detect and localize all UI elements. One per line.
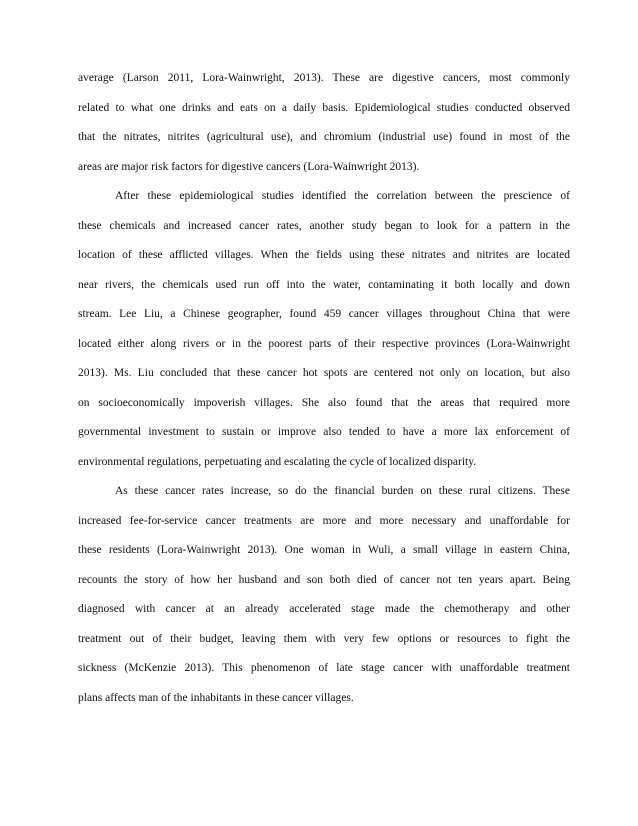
text-line: these chemicals and increased cancer rates, another study began to look for a pattern in the: [78, 219, 570, 232]
text-line: recounts the story of how her husband and son both died of cancer not ten years apart. Being: [78, 573, 570, 586]
text-line-paragraph-start: After these epidemiological studies identified the correlation between the prescience of: [115, 190, 570, 202]
text-line: location of these afflicted villages. When the fields using these nitrates and nitrites are located: [78, 249, 570, 261]
text-line-paragraph-start: As these cancer rates increase, so do the financial burden on these rural citizens. These: [115, 485, 570, 497]
text-line: treatment out of their budget, leaving them with very few options or resources to fight the: [78, 632, 570, 645]
text-line: governmental investment to sustain or improve also tended to have a more lax enforcement of: [78, 426, 570, 438]
text-line: 2013). Ms. Liu concluded that these cancer hot spots are centered not only on location, but also: [78, 367, 570, 379]
text-line: related to what one drinks and eats on a daily basis. Epidemiological studies conducted observed: [78, 101, 570, 114]
text-line: these residents (Lora-Wainwright 2013). One woman in Wuli, a small village in eastern China,: [78, 544, 570, 556]
text-line: average (Larson 2011, Lora-Wainwright, 2013). These are digestive cancers, most commonly: [78, 72, 570, 84]
text-line: increased fee-for-service cancer treatments are more and more necessary and unaffordable for: [78, 514, 570, 527]
text-line: near rivers, the chemicals used run off into the water, contaminating it both locally and down: [78, 278, 570, 291]
text-line: on socioeconomically impoverish villages. She also found that the areas that required more: [78, 396, 570, 409]
text-line: stream. Lee Liu, a Chinese geographer, found 459 cancer villages throughout China that were: [78, 308, 570, 320]
text-line: that the nitrates, nitrites (agricultural use), and chromium (industrial use) found in most of the: [78, 131, 570, 143]
body-text: [78, 64, 570, 713]
text-line-paragraph-end: areas are major risk factors for digestive cancers (Lora-Wainwright 2013).: [78, 160, 420, 173]
text-line: diagnosed with cancer at an already accelerated stage made the chemotherapy and other: [78, 603, 570, 615]
text-line-paragraph-end: plans affects man of the inhabitants in these cancer villages.: [78, 691, 354, 704]
text-line: sickness (McKenzie 2013). This phenomenon of late stage cancer with unaffordable treatment: [78, 662, 570, 674]
text-line: located either along rivers or in the poorest parts of their respective provinces (Lora-Wainwright: [78, 337, 570, 350]
text-line-paragraph-end: environmental regulations, perpetuating and escalating the cycle of localized disparity.: [78, 455, 477, 468]
